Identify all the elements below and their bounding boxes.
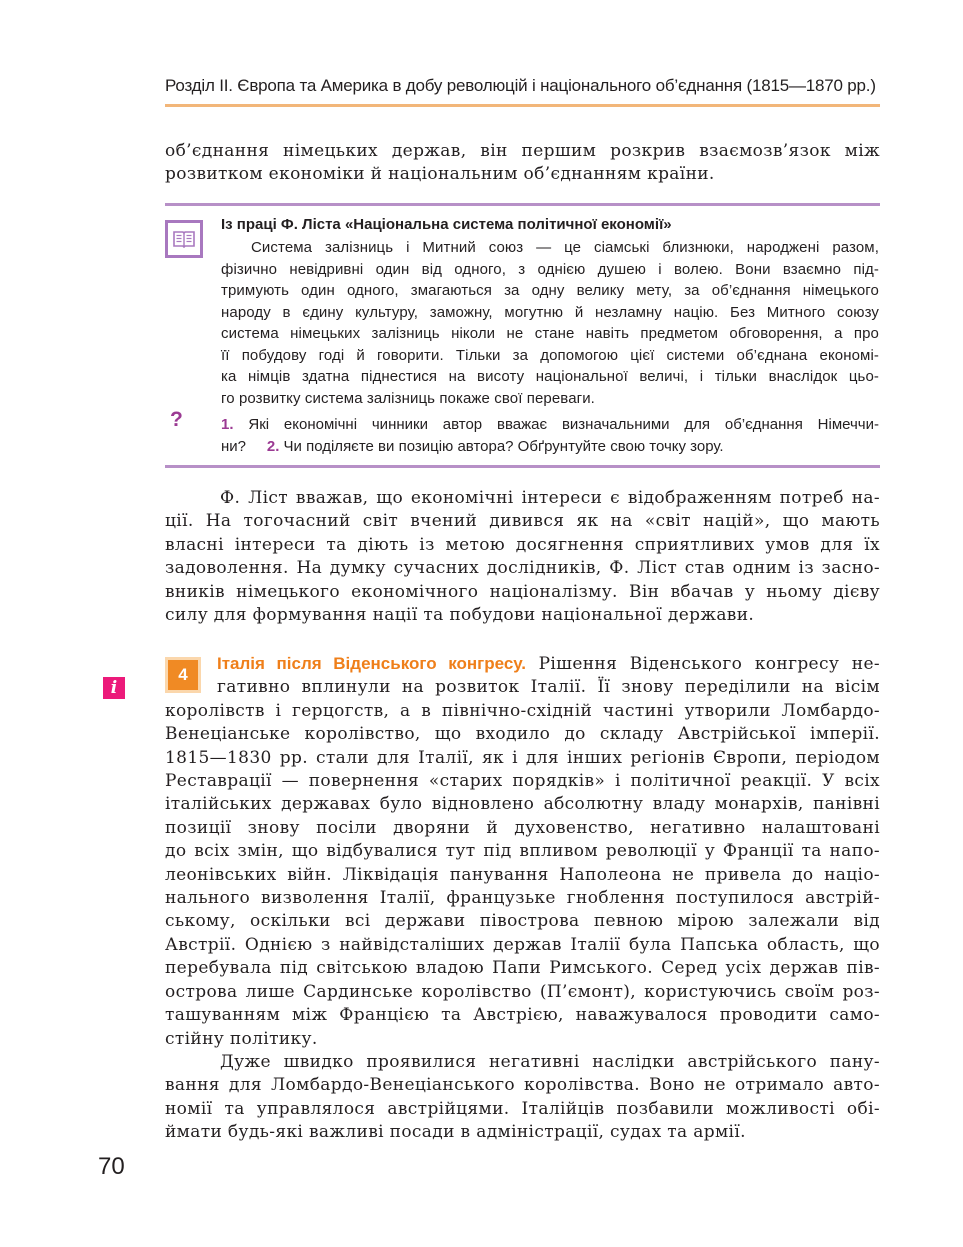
text-line: вання для Ломбардо-Венеціанського королівства. Воно не отримало авто- (165, 1075, 880, 1096)
questions (221, 414, 879, 458)
question-number: 1. (221, 416, 234, 433)
text-line (165, 652, 880, 676)
text-line: ташуванням між Францією та Австрією, наважувалося проводити само- (165, 1005, 880, 1026)
quote-line: народу в єдину культуру, заможну, могутню й незламну націю. Без Митного союзу (221, 303, 879, 321)
text-line: Австрії. Однією з найвідсталіших держав Італії була Папська область, що (165, 934, 880, 955)
text-line: стійну політику. (165, 1028, 318, 1049)
question-mark-icon: ? (170, 408, 183, 431)
quote-line: го розвитку система залізниць покаже свої переваги. (221, 389, 595, 407)
page-number: 70 (98, 1153, 125, 1180)
text-line: королівств і герцогств, а в північно-східній частині утворили Ломбардо- (165, 700, 880, 721)
quote-line: її побудову годі й говорити. Тільки за допомогою цієї системи об’єднана економі- (221, 346, 879, 364)
quote-line: система німецьких залізниць ніколи не стане навіть предметом обговорення, а про (221, 325, 879, 342)
question-line (221, 414, 879, 436)
source-quote (221, 237, 879, 409)
text-line: Реставрації — повернення «старих порядків» і політичної реакції. У всіх (165, 771, 880, 792)
question-text: Які економічні чинники автор вважає визначальними для об’єднання Німеччи- (248, 416, 879, 433)
text-line: задоволення. На думку сучасних дослідників, Ф. Ліст став одним із засно- (165, 558, 880, 579)
book-icon (165, 220, 203, 258)
quote-line: тримують один одного, змагаються за одну велику мету, за об’єднання німецького (221, 282, 879, 299)
question-text: ни? (221, 438, 247, 455)
quote-line: фізично невідривні один від одного, з однією душею і волею. Вони взаємно під- (221, 260, 879, 278)
text-line: позиції знову посіли дворяни й духовенство, негативно налаштовані (165, 817, 880, 838)
question-number: 2. (266, 438, 280, 455)
source-title: Із праці Ф. Ліста «Національна система політичної економії» (221, 216, 672, 233)
question-text: Чи поділяєте ви позицію автора? Обґрунтуйте свою точку зору. (283, 438, 724, 455)
text-line: ймати будь-які важливі посади в адміністрації, судах та армії. (165, 1122, 746, 1143)
text-line: леонівських війн. Ліквідація панування Наполеона не привела до націо- (165, 864, 880, 885)
section-4-text (165, 652, 880, 1145)
text-line: силу для формування нації та побудови національної держави. (165, 605, 755, 626)
section-title: Італія після Віденського конгресу. (217, 654, 526, 673)
running-header: Розділ ІІ. Європа та Америка в добу революцій і національного об’єднання (1815—1870 рр.) (165, 76, 876, 95)
text-line: до всіх змін, що відбувалися тут під впливом революції у Франції та напо- (165, 841, 880, 862)
text-line: Венеціанське королівство, що входило до складу Австрійської імперії. (165, 724, 880, 745)
text-line: розвитком економіки й національним об’єднанням країни. (165, 164, 715, 185)
text-line: гативно вплинули на розвиток Італії. Її знову переділили на вісім (217, 677, 880, 698)
text-line: острова лише Сардинське королівство (П’ємонт), користуючись своїм роз- (165, 981, 880, 1002)
text-line: Дуже швидко проявилися негативні наслідки австрійського пану- (220, 1051, 880, 1072)
info-icon: i (103, 677, 125, 699)
intro-paragraph (165, 140, 880, 187)
text-line: власні інтереси та діють із метою досягнення сприятливих умов для їх (165, 534, 880, 555)
question-line (221, 436, 879, 458)
section-lead: Рішення Віденського конгресу не- (525, 654, 880, 674)
text-line: перебувала під світською владою Папи Римського. Серед усіх держав пів- (165, 958, 880, 979)
text-line: вників німецького економічного націоналізму. Він вбачав у ньому дієву (165, 581, 880, 602)
text-line: ції. На тогочасний світ вчений дивився як на «світ націй», що мають (165, 511, 880, 532)
header-rule (165, 104, 880, 107)
text-line: італійських державах було відновлено абсолютну владу монархів, панівні (165, 794, 880, 815)
text-line: об’єднання німецьких держав, він першим розкрив взаємозв’язок між (165, 141, 880, 161)
text-line: ському, оскільки всі держави півострова певною мірою залежали від (165, 911, 880, 932)
quote-line: Система залізниць і Митний союз — це сіамські близнюки, народжені разом, (251, 239, 879, 256)
text-line: нального визволення Італії, французьке гноблення поступилося австрій- (165, 888, 880, 909)
quote-line: ка німців здатна піднестися на висоту національної величі, і тільки внаслідок цьо- (221, 368, 879, 385)
text-line: 1815—1830 рр. стали для Італії, як і для інших регіонів Європи, періодом (165, 747, 880, 768)
text-line: номії та управлялося австрійцями. Італійців позбавили можливості обі- (165, 1098, 880, 1119)
paragraph-list (165, 487, 880, 627)
section-number: 4 (165, 657, 201, 693)
text-line: Ф. Ліст вважав, що економічні інтереси є відображенням потреб на- (220, 488, 880, 508)
